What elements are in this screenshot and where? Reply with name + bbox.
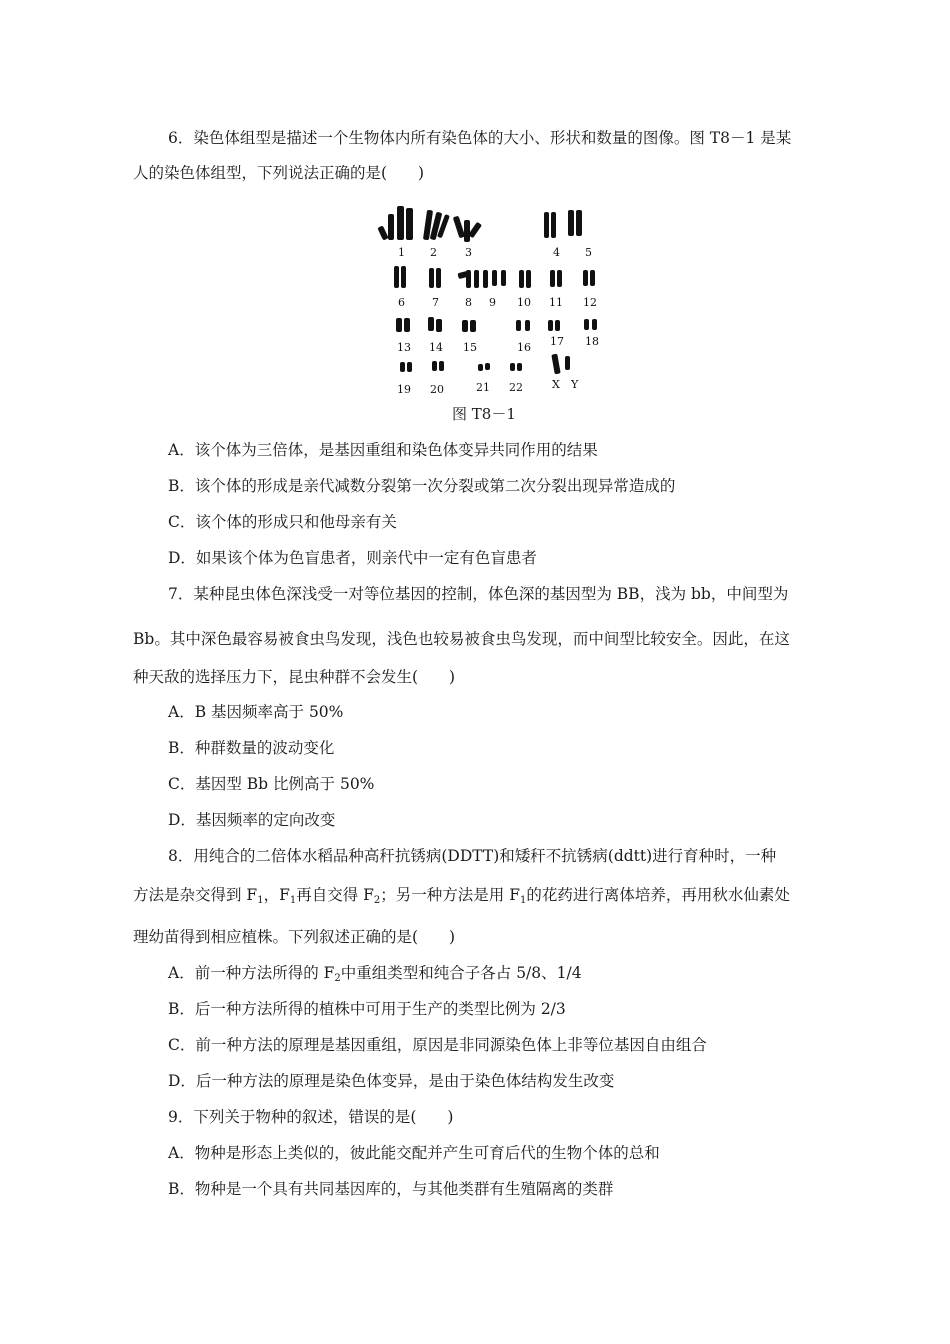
- chr-label: 14: [429, 341, 443, 354]
- chromosome-labels: [397, 246, 599, 396]
- karyotype-image: [370, 196, 610, 406]
- chr-label: 9: [489, 296, 496, 309]
- chromosomes-row-3: [396, 317, 597, 332]
- q6-option-b: B．该个体的形成是亲代减数分裂第一次分裂或第二次分裂出现异常造成的: [168, 477, 676, 495]
- q7-stem-line2: Bb。其中深色最容易被食虫鸟发现，浅色也较易被食虫鸟发现，而中间型比较安全。因此，在这: [133, 630, 790, 648]
- q8-option-d: D．后一种方法的原理是染色体变异，是由于染色体结构发生改变: [168, 1072, 615, 1090]
- chr-label: 12: [583, 296, 597, 309]
- figure-caption: 图 T8－1: [452, 405, 516, 423]
- chr-label: 6: [398, 296, 405, 309]
- chromosomes-row-4: [400, 354, 570, 375]
- q7-stem-line1: 7．某种昆虫体色深浅受一对等位基因的控制，体色深的基因型为 BB，浅为 bb，中间型为: [168, 585, 789, 603]
- q6-option-d: D．如果该个体为色盲患者，则亲代中一定有色盲患者: [168, 549, 537, 567]
- q8-stem-line1: 8．用纯合的二倍体水稻品种高秆抗锈病(DDTT)和矮秆不抗锈病(ddtt)进行育种时，一种: [168, 847, 777, 865]
- chr-label: 20: [430, 383, 444, 396]
- chr-label: 4: [553, 246, 560, 259]
- chr-label: 5: [585, 246, 592, 259]
- chr-label: Y: [571, 378, 579, 391]
- chr-label: 21: [476, 381, 490, 394]
- q7-option-a: A．B 基因频率高于 50%: [168, 703, 344, 721]
- chr-label: 10: [517, 296, 531, 309]
- chr-label: 22: [509, 381, 523, 394]
- chr-label: 7: [432, 296, 439, 309]
- chr-label: 15: [463, 341, 477, 354]
- chr-label: 3: [465, 246, 472, 259]
- q8-stem-line3: 理幼苗得到相应植株。下列叙述正确的是( ): [133, 928, 456, 946]
- chr-label: 2: [430, 246, 437, 259]
- q9-option-a: A．物种是形态上类似的，彼此能交配并产生可育后代的生物个体的总和: [168, 1144, 660, 1162]
- q9-stem-line1: 9．下列关于物种的叙述，错误的是( ): [168, 1108, 454, 1126]
- q8-option-b: B．后一种方法所得的植株中可用于生产的类型比例为 2/3: [168, 1000, 566, 1018]
- q7-option-d: D．基因频率的定向改变: [168, 811, 336, 829]
- q6-stem-line1: 6．染色体组型是描述一个生物体内所有染色体的大小、形状和数量的图像。图 T8－1 是某: [168, 129, 792, 147]
- chr-label: 19: [397, 383, 411, 396]
- chr-label: 18: [585, 335, 599, 348]
- q6-stem-line2: 人的染色体组型，下列说法正确的是( ): [133, 164, 425, 182]
- chr-label: 17: [550, 335, 564, 348]
- q8-stem-line2: 方法是杂交得到 $F_1$，$F_1$再自交得 $F_2$；另一种方法是用 $F_1$的花药进行离体培养，再用秋水仙素处: [133, 886, 790, 906]
- chromosomes-row-2: [394, 266, 595, 288]
- q7-option-b: B．种群数量的波动变化: [168, 739, 335, 757]
- karyotype-figure: [370, 196, 610, 406]
- chr-label: X: [552, 378, 560, 391]
- chromosomes-row-1: [377, 206, 582, 242]
- q8-option-a: A．前一种方法所得的 $F_2$中重组类型和纯合子各占 5/8、1/4: [168, 964, 582, 984]
- q7-stem-line3: 种天敌的选择压力下，昆虫种群不会发生( ): [133, 668, 456, 686]
- q6-option-c: C．该个体的形成只和他母亲有关: [168, 513, 397, 531]
- chr-label: 8: [465, 296, 472, 309]
- chr-label: 13: [397, 341, 411, 354]
- q6-option-a: A．该个体为三倍体，是基因重组和染色体变异共同作用的结果: [168, 441, 598, 459]
- chr-label: 16: [517, 341, 531, 354]
- q8-option-c: C．前一种方法的原理是基因重组，原因是非同源染色体上非等位基因自由组合: [168, 1036, 707, 1054]
- q9-option-b: B．物种是一个具有共同基因库的，与其他类群有生殖隔离的类群: [168, 1180, 614, 1198]
- chr-label: 1: [398, 246, 405, 259]
- q7-option-c: C．基因型 Bb 比例高于 50%: [168, 775, 375, 793]
- chr-label: 11: [549, 296, 563, 309]
